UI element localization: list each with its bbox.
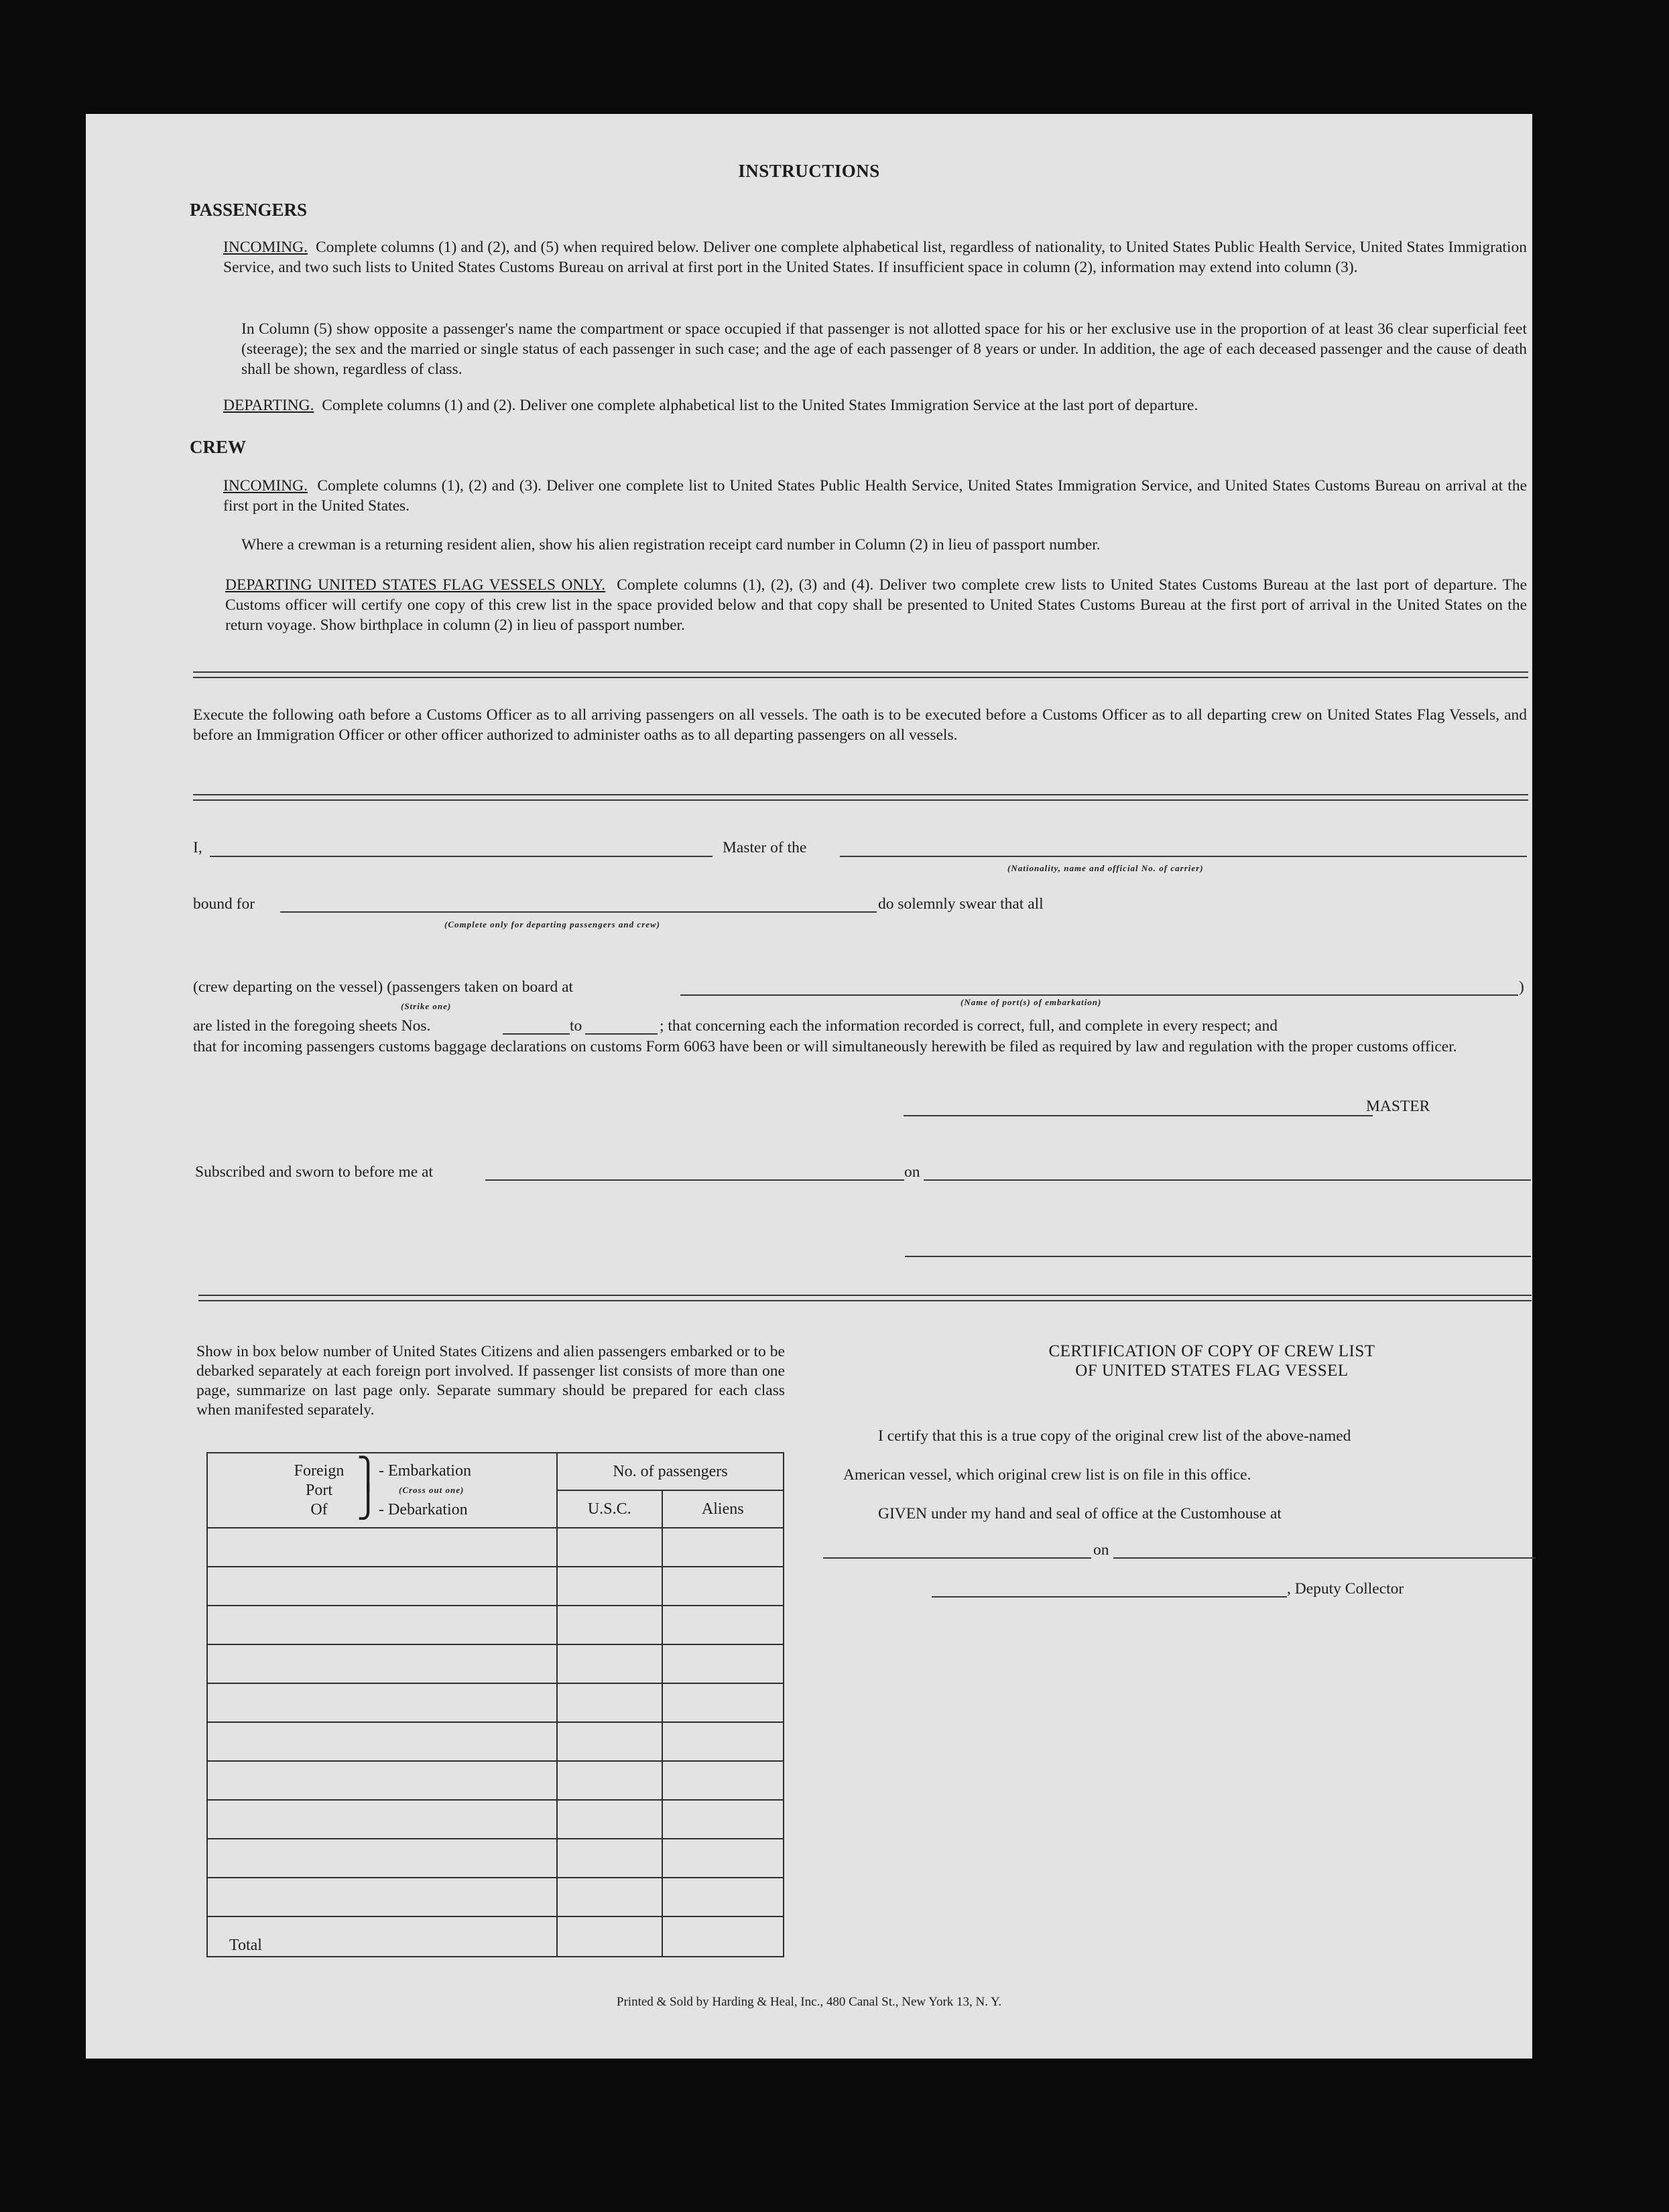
printer-footer: Printed & Sold by Harding & Heal, Inc., 480 Canal St., New York 13, N. Y.	[616, 1995, 1002, 2009]
port-label: Port	[305, 1482, 332, 1499]
certification-line2: American vessel, which original crew list is on file in this office.	[843, 1466, 1251, 1484]
carrier-caption: (Nationality, name and official No. of carrier)	[1007, 863, 1204, 873]
usc-cell[interactable]	[557, 1878, 662, 1916]
sworn-on-label: on	[904, 1163, 920, 1181]
crew-incoming-label: INCOMING.	[223, 477, 308, 495]
strike-caption: (Strike one)	[401, 1001, 452, 1011]
usc-cell[interactable]	[557, 1567, 662, 1606]
port-cell[interactable]	[207, 1878, 557, 1916]
oath-swear: do solemnly swear that all	[878, 895, 1044, 913]
carrier-field[interactable]	[840, 856, 1527, 857]
passengers-departing-paragraph	[223, 395, 1527, 415]
no-passengers-header: No. of passengers	[557, 1453, 784, 1490]
usc-total-cell[interactable]	[557, 1916, 662, 1957]
usc-cell[interactable]	[557, 1722, 662, 1761]
page-title: INSTRUCTIONS	[738, 161, 880, 181]
port-caption: (Name of port(s) of embarkation)	[961, 997, 1102, 1007]
usc-cell[interactable]	[557, 1528, 662, 1567]
usc-cell[interactable]	[557, 1800, 662, 1839]
port-cell[interactable]	[207, 1644, 557, 1683]
aliens-cell[interactable]	[662, 1800, 784, 1839]
bound-caption: (Complete only for departing passengers and crew)	[444, 919, 660, 929]
aliens-cell[interactable]	[662, 1839, 784, 1878]
master-label: MASTER	[1366, 1098, 1430, 1115]
master-name-field[interactable]	[210, 856, 713, 857]
embarkation-label: - Embarkation	[379, 1462, 471, 1480]
usc-cell[interactable]	[557, 1683, 662, 1722]
passengers-heading: PASSENGERS	[190, 200, 308, 220]
subscribed-label: Subscribed and sworn to before me at	[195, 1163, 434, 1181]
oath-intro: Execute the following oath before a Customs Officer as to all arriving passengers on all vessels. The oath is to be executed before a Customs Officer as to all departing crew on United States Flag Vessels, and before an Immigration Officer or other officer authorized to administer oaths as to all departing passengers on all vessels.	[193, 706, 1527, 744]
aliens-cell[interactable]	[662, 1722, 784, 1761]
officer-signature-field[interactable]	[905, 1256, 1531, 1257]
crew-departing-paragraph	[225, 575, 1527, 635]
usc-cell[interactable]	[557, 1761, 662, 1800]
certification-date-field[interactable]	[1113, 1557, 1536, 1559]
passengers-departing-text: Complete columns (1) and (2). Deliver one complete alphabetical list to the United States Immigration Service at the last port of departure.	[322, 397, 1198, 414]
aliens-cell[interactable]	[662, 1606, 784, 1644]
crew-departing-text: Complete columns (1), (2), (3) and (4). Deliver two complete crew lists to United States Customs Bureau at the last port of departure. The Customs officer will certify one copy of this crew list in the space provided below and that copy shall be presented to United States Customs Bureau at the first port of arrival in the United States on the return voyage. Show birthplace in column (2) in lieu of passport number.	[225, 576, 1528, 634]
listed-text-a: are listed in the foregoing sheets Nos.	[193, 1017, 431, 1035]
aliens-cell[interactable]	[662, 1878, 784, 1916]
passengers-departing-label: DEPARTING.	[223, 397, 314, 414]
sheet-to-field[interactable]	[585, 1033, 658, 1035]
sworn-date-field[interactable]	[924, 1179, 1531, 1181]
bound-for-field[interactable]	[280, 911, 877, 913]
section-divider	[193, 671, 1528, 678]
crew-incoming-text: Complete columns (1), (2) and (3). Deliver one complete list to United States Public Health Service, United States Immigration Service, and United States Customs Bureau on arrival at the first port in the United States.	[223, 477, 1527, 515]
aliens-header: Aliens	[662, 1490, 784, 1528]
foreign-label: Foreign	[294, 1462, 345, 1480]
deputy-signature-field[interactable]	[932, 1596, 1287, 1598]
form-sheet	[86, 114, 1532, 2059]
passengers-incoming-text: Complete columns (1) and (2), and (5) when required below. Deliver one complete alphabetical list, regardless of nationality, to United States Public Health Service, United States Immigration Service, and two such lists to United States Customs Bureau on arrival at first port in the United States. If insufficient space in column (2), information may extend into column (3).	[223, 239, 1527, 276]
port-cell[interactable]	[207, 1722, 557, 1761]
aliens-total-cell[interactable]	[662, 1916, 784, 1957]
oath-divider	[193, 794, 1528, 801]
oath-bound-for: bound for	[193, 895, 255, 913]
aliens-cell[interactable]	[662, 1761, 784, 1800]
usc-cell[interactable]	[557, 1606, 662, 1644]
listed-text-rest: that for incoming passengers customs baggage declarations on customs Form 6063 have been or will simultaneously herewith be filed as required by law and regulation with the proper customs officer.	[193, 1038, 1457, 1055]
listed-text-b: ; that concerning each the information recorded is correct, full, and complete in every respect; and	[660, 1017, 1278, 1035]
port-embarkation-field[interactable]	[680, 994, 1518, 996]
usc-cell[interactable]	[557, 1644, 662, 1683]
port-header-cell	[207, 1453, 557, 1528]
crew-incoming-paragraph	[223, 476, 1527, 516]
aliens-cell[interactable]	[662, 1683, 784, 1722]
certification-line1: I certify that this is a true copy of the original crew list of the above-named	[878, 1427, 1351, 1445]
port-cell[interactable]	[207, 1567, 557, 1606]
aliens-cell[interactable]	[662, 1567, 784, 1606]
brace-top: ⎫	[357, 1457, 380, 1491]
certification-title	[944, 1342, 1480, 1380]
crew-departing-label: DEPARTING UNITED STATES FLAG VESSELS ONLY.	[225, 576, 606, 594]
aliens-cell[interactable]	[662, 1644, 784, 1683]
usc-cell[interactable]	[557, 1839, 662, 1878]
of-label: Of	[310, 1501, 328, 1518]
listed-to: to	[570, 1017, 582, 1035]
crew-resident-paragraph: Where a crewman is a returning resident alien, show his alien registration receipt card number in Column (2) in lieu of passport number.	[241, 536, 1101, 554]
port-cell[interactable]	[207, 1606, 557, 1644]
crew-heading: CREW	[190, 437, 247, 457]
aliens-cell[interactable]	[662, 1528, 784, 1567]
certification-title-line1: CERTIFICATION OF COPY OF CREW LIST	[1048, 1342, 1375, 1360]
oath-i-label: I,	[193, 839, 202, 856]
port-cell[interactable]	[207, 1761, 557, 1800]
oath-close-paren: )	[1519, 978, 1524, 996]
cross-out-caption: (Cross out one)	[399, 1485, 465, 1495]
total-label: Total	[207, 1916, 557, 1957]
master-signature-field[interactable]	[904, 1115, 1373, 1116]
brace-bottom: ⎭	[357, 1485, 380, 1519]
port-cell[interactable]	[207, 1800, 557, 1839]
lower-divider	[198, 1295, 1532, 1301]
sheet-from-field[interactable]	[503, 1033, 570, 1035]
passengers-column5-paragraph: In Column (5) show opposite a passenger's name the compartment or space occupied if that passenger is not allotted space for his or her exclusive use in the proportion of at least 36 clear superficial feet (steerage); the sex and the married or single status of each passenger in such case; and the age of each passenger of 8 years or under. In addition, the age of each deceased passenger and the cause of death shall be shown, regardless of class.	[241, 320, 1527, 378]
port-cell[interactable]	[207, 1528, 557, 1567]
port-cell[interactable]	[207, 1839, 557, 1878]
usc-header: U.S.C.	[557, 1490, 662, 1528]
certification-title-line2: OF UNITED STATES FLAG VESSEL	[1075, 1362, 1349, 1380]
oath-master-of: Master of the	[723, 839, 807, 856]
deputy-collector-label: , Deputy Collector	[1287, 1580, 1404, 1598]
passenger-summary-table	[206, 1452, 784, 1957]
certification-on: on	[1093, 1541, 1109, 1559]
port-cell[interactable]	[207, 1683, 557, 1722]
oath-crew-departing: (crew departing on the vessel) (passengers taken on board at	[193, 978, 574, 996]
passengers-incoming-paragraph	[223, 237, 1527, 277]
sworn-place-field[interactable]	[485, 1179, 904, 1181]
summary-instructions: Show in box below number of United States Citizens and alien passengers embarked or to be debarked separately at each foreign port involved. If passenger list consists of more than one page, summarize on last page only. Separate summary should be prepared for each class when manifested separately.	[196, 1343, 785, 1419]
certification-line3: GIVEN under my hand and seal of office at the Customhouse at	[878, 1505, 1282, 1522]
debarkation-label: - Debarkation	[379, 1501, 468, 1518]
customhouse-field[interactable]	[823, 1557, 1091, 1559]
passengers-incoming-label: INCOMING.	[223, 239, 308, 256]
